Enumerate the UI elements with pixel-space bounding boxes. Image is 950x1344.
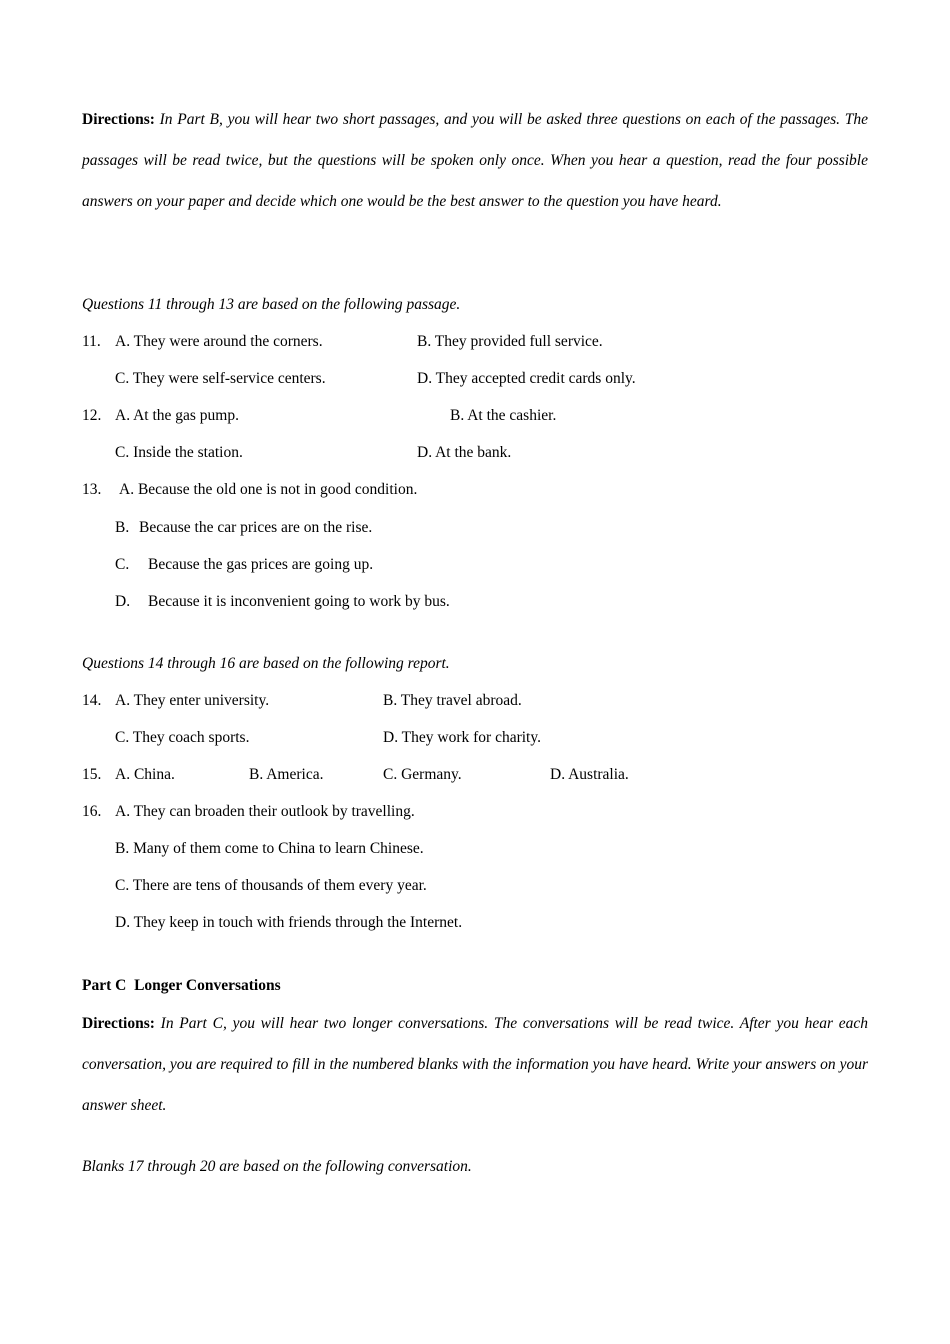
questions-14-16-intro: Questions 14 through 16 are based on the following report.	[82, 655, 450, 672]
q13-number: 13.	[82, 481, 102, 498]
q14-option-d: D. They work for charity.	[383, 729, 541, 746]
q15-option-c: C. Germany.	[383, 766, 462, 783]
part-c-directions	[82, 1003, 868, 1126]
q13-option-b-letter: B.	[115, 519, 130, 536]
questions-11-13-intro: Questions 11 through 13 are based on the following passage.	[82, 296, 461, 313]
q12-option-a: A. At the gas pump.	[115, 407, 239, 424]
part-c-directions-text: In Part C, you will hear two longer conversations. The conversations will be read twice. After you hear each conversation, you are required to fill in the numbered blanks with the information you have heard. Write your answers on your answer sheet.	[82, 1015, 868, 1114]
q13-option-a: A. Because the old one is not in good condition.	[119, 481, 418, 498]
q12-option-c: C. Inside the station.	[115, 444, 243, 461]
q13-option-c: Because the gas prices are going up.	[148, 556, 374, 573]
q14-number: 14.	[82, 692, 102, 709]
q16-option-c: C. There are tens of thousands of them every year.	[115, 877, 427, 894]
q11-option-d: D. They accepted credit cards only.	[417, 370, 636, 387]
q15-option-a: A. China.	[115, 766, 175, 783]
q14-option-c: C. They coach sports.	[115, 729, 250, 746]
q13-option-d: Because it is inconvenient going to work by bus.	[148, 593, 450, 610]
q15-option-b: B. America.	[249, 766, 324, 783]
q14-option-b: B. They travel abroad.	[383, 692, 522, 709]
q16-number: 16.	[82, 803, 102, 820]
part-c-directions-label: Directions:	[82, 1015, 155, 1032]
q12-option-b: B. At the cashier.	[450, 407, 557, 424]
q16-option-a: A. They can broaden their outlook by travelling.	[115, 803, 415, 820]
q13-option-d-letter: D.	[115, 593, 131, 610]
q16-option-d: D. They keep in touch with friends through the Internet.	[115, 914, 463, 931]
q11-option-a: A. They were around the corners.	[115, 333, 323, 350]
part-b-directions-text: In Part B, you will hear two short passages, and you will be asked three questions on each of the passages. The passages will be read twice, but the questions will be spoken only once. When you hear a question, read the four possible answers on your paper and decide which one would be the best answer to the question you have heard.	[82, 111, 869, 210]
q12-number: 12.	[82, 407, 102, 424]
q12-option-d: D. At the bank.	[417, 444, 512, 461]
part-b-directions-label: Directions:	[82, 111, 155, 128]
q16-option-b: B. Many of them come to China to learn Chinese.	[115, 840, 424, 857]
q13-option-c-letter: C.	[115, 556, 130, 573]
part-b-directions	[82, 99, 868, 222]
q11-option-c: C. They were self-service centers.	[115, 370, 326, 387]
q13-option-b: Because the car prices are on the rise.	[139, 519, 373, 536]
blanks-17-20-intro: Blanks 17 through 20 are based on the following conversation.	[82, 1158, 472, 1175]
q11-number: 11.	[82, 333, 101, 350]
q11-option-b: B. They provided full service.	[417, 333, 603, 350]
q15-number: 15.	[82, 766, 102, 783]
q15-option-d: D. Australia.	[550, 766, 629, 783]
q14-option-a: A. They enter university.	[115, 692, 270, 709]
part-c-heading: Part C Longer Conversations	[82, 977, 281, 994]
